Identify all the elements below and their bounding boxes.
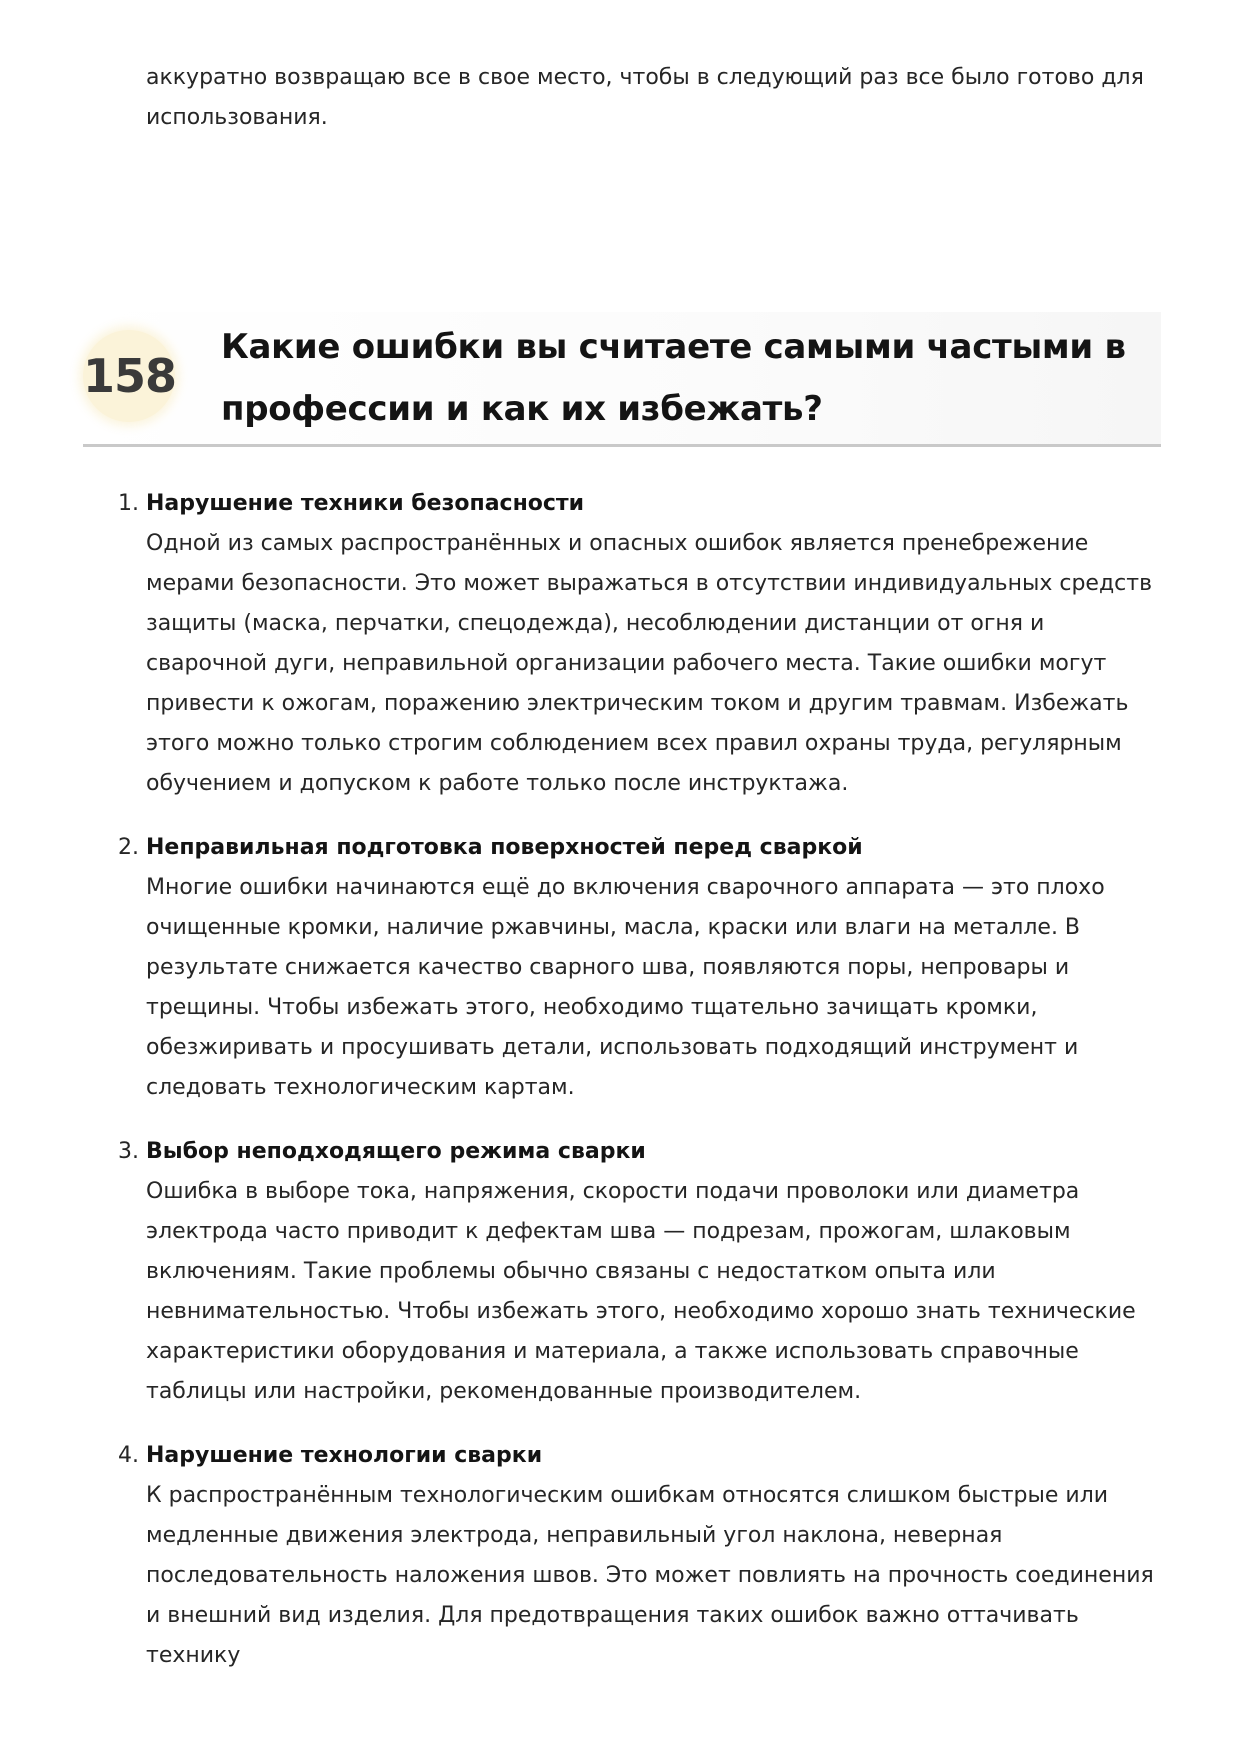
answer-title: Нарушение технологии сварки: [146, 1443, 543, 1468]
answer-item: [118, 1132, 1166, 1412]
answer-text: Многие ошибки начинаются ещё до включения сварочного аппарата — это плохо очищенные кромки, наличие ржавчины, масла, краски или влаги на металле. В результате снижается качество сварного шва, появляются поры, непровары и трещины. Чтобы избежать этого, необходимо тщательно зачищать кромки, обезжиривать и просушивать детали, использовать подходящий инструмент и следовать технологическим картам.: [146, 875, 1105, 1100]
answer-item: [118, 484, 1166, 804]
answer-text: К распространённым технологическим ошибкам относятся слишком быстрые или медленные движения электрода, неправильный угол наклона, неверная последовательность наложения швов. Это может повлиять на прочность соединения и внешний вид изделия. Для предотвращения таких ошибок важно оттачивать технику: [146, 1483, 1154, 1668]
question-header: [83, 312, 1161, 447]
answer-number: 3.: [118, 1139, 139, 1164]
answer-number: 1.: [118, 491, 139, 516]
question-title: Какие ошибки вы считаете самыми частыми в профессии и как их избежать?: [221, 327, 1126, 429]
answer-text: Ошибка в выборе тока, напряжения, скорости подачи проволоки или диаметра электрода часто приводит к дефектам шва — подрезам, прожогам, шлаковым включениям. Такие проблемы обычно связаны с недостатком опыта или невнимательностью. Чтобы избежать этого, необходимо хорошо знать технические характеристики оборудования и материала, а также использовать справочные таблицы или настройки, рекомендованные производителем.: [146, 1179, 1136, 1404]
question-number-badge: 158: [83, 330, 175, 422]
answer-title: Нарушение техники безопасности: [146, 491, 585, 516]
answer-item: [118, 1436, 1166, 1676]
answer-number: 2.: [118, 835, 139, 860]
answer-text: Одной из самых распространённых и опасных ошибок является пренебрежение мерами безопасности. Это может выражаться в отсутствии индивидуальных средств защиты (маска, перчатки, спецодежда), несоблюдении дистанции от огня и сварочной дуги, неправильной организации рабочего места. Такие ошибки могут привести к ожогам, поражению электрическим током и другим травмам. Избежать этого можно только строгим соблюдением всех правил охраны труда, регулярным обучением и допуском к работе только после инструктажа.: [146, 531, 1153, 796]
answer-number: 4.: [118, 1443, 139, 1468]
answer-item: [118, 828, 1166, 1108]
answer-title: Выбор неподходящего режима сварки: [146, 1139, 646, 1164]
answer-title: Неправильная подготовка поверхностей перед сваркой: [146, 835, 863, 860]
answer-list: [118, 484, 1166, 1700]
intro-paragraph: аккуратно возвращаю все в свое место, чтобы в следующий раз все было готово для использования.: [146, 65, 1144, 130]
